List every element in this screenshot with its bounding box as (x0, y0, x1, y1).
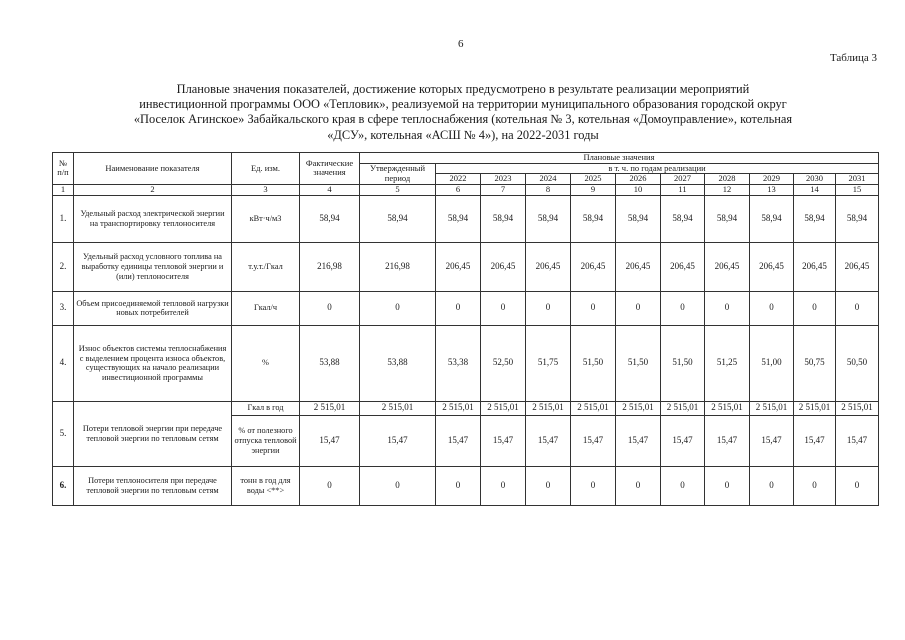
year-value: 15,47 (481, 415, 526, 466)
header-year: 2023 (481, 174, 526, 185)
year-value: 15,47 (526, 415, 571, 466)
year-value: 51,50 (571, 325, 616, 401)
year-value: 58,94 (526, 195, 571, 242)
approved-value: 53,88 (360, 325, 436, 401)
year-value: 0 (661, 466, 705, 505)
header-year: 2024 (526, 174, 571, 185)
unit-cell: % (232, 325, 300, 401)
column-number: 4 (300, 184, 360, 195)
header-planned: Плановые значения (360, 153, 879, 164)
year-value: 0 (750, 466, 794, 505)
header-actual: Фактические значения (300, 153, 360, 185)
approved-value: 216,98 (360, 242, 436, 291)
header-by-years: в т. ч. по годам реализации (436, 163, 879, 174)
table-row (53, 242, 879, 291)
table-row (53, 325, 879, 401)
year-value: 0 (836, 466, 879, 505)
year-value: 206,45 (436, 242, 481, 291)
title-line: инвестиционной программы ООО «Тепловик», реализуемой на территории муниципального образования городской округ (139, 97, 787, 112)
page-number: 6 (458, 38, 464, 50)
year-value: 0 (436, 291, 481, 325)
header-year: 2026 (616, 174, 661, 185)
indicator-name: Потери тепловой энергии при передаче тепловой энергии по тепловым сетям (74, 401, 232, 466)
year-value: 0 (526, 466, 571, 505)
table-row (53, 291, 879, 325)
title-line: Плановые значения показателей, достижение которых предусмотрено в результате реализации мероприятий (176, 82, 750, 96)
year-value: 2 515,01 (481, 401, 526, 415)
year-value: 15,47 (705, 415, 750, 466)
row-number: 1. (53, 195, 74, 242)
actual-value: 58,94 (300, 195, 360, 242)
header-unit: Ед. изм. (232, 153, 300, 185)
year-value: 2 515,01 (794, 401, 836, 415)
year-value: 206,45 (794, 242, 836, 291)
year-value: 58,94 (705, 195, 750, 242)
year-value: 58,94 (661, 195, 705, 242)
column-number: 1 (53, 184, 74, 195)
actual-value: 2 515,01 (300, 401, 360, 415)
year-value: 15,47 (661, 415, 705, 466)
column-number: 3 (232, 184, 300, 195)
year-value: 15,47 (616, 415, 661, 466)
title-line: «ДСУ», котельная «АСШ № 4»), на 2022-2031 годы (327, 127, 599, 142)
year-value: 0 (616, 466, 661, 505)
column-number: 8 (526, 184, 571, 195)
row-number: 3. (53, 291, 74, 325)
column-number: 14 (794, 184, 836, 195)
column-number: 7 (481, 184, 526, 195)
year-value: 0 (705, 291, 750, 325)
year-value: 0 (526, 291, 571, 325)
year-value: 53,38 (436, 325, 481, 401)
year-value: 58,94 (836, 195, 879, 242)
header-name: Наименование показателя (74, 153, 232, 185)
header-year: 2022 (436, 174, 481, 185)
year-value: 2 515,01 (526, 401, 571, 415)
year-value: 51,75 (526, 325, 571, 401)
year-value: 51,50 (616, 325, 661, 401)
year-value: 50,75 (794, 325, 836, 401)
header-year: 2025 (571, 174, 616, 185)
actual-value: 0 (300, 291, 360, 325)
indicator-name: Объем присоединяемой тепловой нагрузки новых потребителей (74, 291, 232, 325)
row-number: 2. (53, 242, 74, 291)
year-value: 51,50 (661, 325, 705, 401)
year-value: 51,25 (705, 325, 750, 401)
year-value: 206,45 (616, 242, 661, 291)
unit-cell: % от полезного отпуска тепловой энергии (232, 415, 300, 466)
actual-value: 0 (300, 466, 360, 505)
actual-value: 15,47 (300, 415, 360, 466)
year-value: 50,50 (836, 325, 879, 401)
indicator-name: Потери теплоносителя при передаче тепловой энергии по тепловым сетям (74, 466, 232, 505)
column-number: 2 (74, 184, 232, 195)
year-value: 2 515,01 (571, 401, 616, 415)
year-value: 58,94 (616, 195, 661, 242)
header-year: 2031 (836, 174, 879, 185)
indicator-name: Износ объектов системы теплоснабжения с выделением процента износа объектов, существующих на начало реализации инвестиционной программы (74, 325, 232, 401)
year-value: 206,45 (750, 242, 794, 291)
year-value: 0 (571, 291, 616, 325)
approved-value: 15,47 (360, 415, 436, 466)
header-num: № п/п (53, 153, 74, 185)
year-value: 0 (794, 291, 836, 325)
year-value: 0 (794, 466, 836, 505)
year-value: 58,94 (571, 195, 616, 242)
year-value: 206,45 (571, 242, 616, 291)
year-value: 206,45 (705, 242, 750, 291)
row-number: 6. (53, 466, 74, 505)
table-row (53, 466, 879, 505)
unit-cell: т.у.т./Гкал (232, 242, 300, 291)
header-year: 2027 (661, 174, 705, 185)
header-year: 2030 (794, 174, 836, 185)
year-value: 58,94 (436, 195, 481, 242)
year-value: 15,47 (794, 415, 836, 466)
table-row (53, 195, 879, 242)
header-year: 2028 (705, 174, 750, 185)
year-value: 0 (750, 291, 794, 325)
approved-value: 58,94 (360, 195, 436, 242)
unit-cell: Гкал/ч (232, 291, 300, 325)
row-number: 5. (53, 401, 74, 466)
row-number: 4. (53, 325, 74, 401)
year-value: 58,94 (794, 195, 836, 242)
title-line: «Поселок Агинское» Забайкальского края в сфере теплоснабжения (котельная № 3, котельная «Домоуправление», котельная (133, 112, 793, 127)
year-value: 58,94 (750, 195, 794, 242)
year-value: 58,94 (481, 195, 526, 242)
year-value: 0 (436, 466, 481, 505)
column-number: 15 (836, 184, 879, 195)
indicator-name: Удельный расход электрической энергии на транспортировку теплоносителя (74, 195, 232, 242)
year-value: 15,47 (836, 415, 879, 466)
year-value: 2 515,01 (750, 401, 794, 415)
year-value: 206,45 (661, 242, 705, 291)
indicator-name: Удельный расход условного топлива на выработку единицы тепловой энергии и (или) теплоносителя (74, 242, 232, 291)
year-value: 2 515,01 (705, 401, 750, 415)
year-value: 0 (481, 291, 526, 325)
table-label: Таблица 3 (829, 52, 877, 64)
year-value: 206,45 (481, 242, 526, 291)
document-title (60, 82, 866, 143)
approved-value: 0 (360, 291, 436, 325)
unit-cell: Гкал в год (232, 401, 300, 415)
year-value: 0 (481, 466, 526, 505)
actual-value: 53,88 (300, 325, 360, 401)
header-year: 2029 (750, 174, 794, 185)
year-value: 15,47 (750, 415, 794, 466)
year-value: 206,45 (526, 242, 571, 291)
year-value: 0 (661, 291, 705, 325)
year-value: 2 515,01 (616, 401, 661, 415)
approved-value: 2 515,01 (360, 401, 436, 415)
year-value: 206,45 (836, 242, 879, 291)
unit-cell: тонн в год для воды <**> (232, 466, 300, 505)
year-value: 52,50 (481, 325, 526, 401)
actual-value: 216,98 (300, 242, 360, 291)
unit-cell: кВт·ч/м3 (232, 195, 300, 242)
year-value: 0 (571, 466, 616, 505)
year-value: 2 515,01 (436, 401, 481, 415)
year-value: 2 515,01 (661, 401, 705, 415)
year-value: 0 (616, 291, 661, 325)
year-value: 2 515,01 (836, 401, 879, 415)
column-number: 11 (661, 184, 705, 195)
year-value: 0 (836, 291, 879, 325)
year-value: 51,00 (750, 325, 794, 401)
year-value: 15,47 (571, 415, 616, 466)
approved-value: 0 (360, 466, 436, 505)
column-number: 10 (616, 184, 661, 195)
column-number: 5 (360, 184, 436, 195)
year-value: 15,47 (436, 415, 481, 466)
indicators-table (52, 152, 879, 506)
column-number: 9 (571, 184, 616, 195)
column-number: 6 (436, 184, 481, 195)
header-approved: Утвержденный период (360, 163, 436, 184)
column-number: 13 (750, 184, 794, 195)
year-value: 0 (705, 466, 750, 505)
table-row (53, 401, 879, 415)
column-number: 12 (705, 184, 750, 195)
